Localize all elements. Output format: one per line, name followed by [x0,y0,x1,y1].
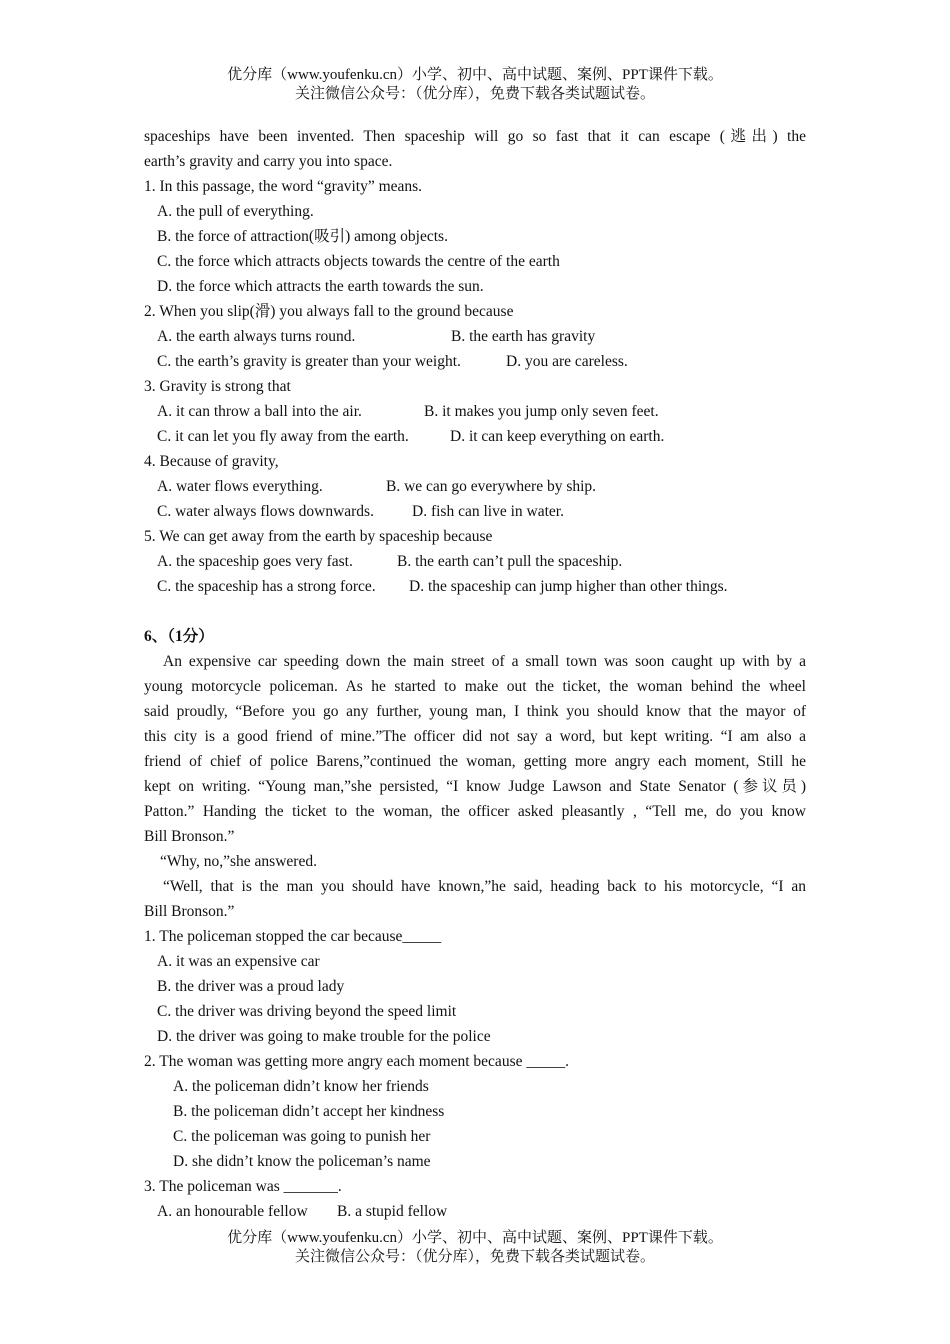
option-row [144,424,806,449]
option-row [144,574,806,599]
option-b: B. the force of attraction(吸引) among objects. [157,228,448,245]
option-c: C. the spaceship has a strong force. [157,578,376,595]
option-d: D. the force which attracts the earth towards the sun. [157,278,484,295]
question-stem: 3. Gravity is strong that [144,378,291,395]
question-stem: 1. In this passage, the word “gravity” means. [144,178,423,195]
option-d: D. the spaceship can jump higher than other things. [409,578,728,595]
option-row [144,1199,806,1224]
option-c: C. it can let you fly away from the earth. [157,428,409,445]
option-c: C. the policeman was going to punish her [173,1128,431,1145]
option-b: B. we can go everywhere by ship. [386,478,597,495]
question-heading: 6、（1分） [144,628,214,645]
option-row [144,474,806,499]
dialog-line: “Well, that is the man you should have known,”he said, heading back to his motorcycle, “I an [163,878,806,895]
spacer [144,599,806,624]
dialog-line: “Why, no,”she answered. [160,853,317,870]
passage-line: kept on writing. “Young man,”she persisted, “I know Judge Lawson and State Senator (参议员) [144,778,806,795]
passage-line: said proudly, “Before you go any further, young man, I think you should know that the mayor of [144,703,806,720]
dialog-line: Bill Bronson.” [144,903,235,920]
passage-line: this city is a good friend of mine.”The officer did not say a word, but kept writing. “I am also a [144,728,806,745]
option-row [144,399,806,424]
option-b: B. the driver was a proud lady [157,978,345,995]
question-stem: 2. When you slip(滑) you always fall to the ground because [144,303,514,320]
passage-line: Patton.” Handing the ticket to the woman, the officer asked pleasantly , “Tell me, do you know [144,803,806,820]
option-row [144,324,806,349]
question-stem: 3. The policeman was _______. [144,1178,342,1195]
option-row [144,499,806,524]
passage-line: young motorcycle policeman. As he started to make out the ticket, the woman behind the wheel [144,678,806,695]
option-a: A. it can throw a ball into the air. [157,403,362,420]
option-d: D. it can keep everything on earth. [450,428,665,445]
option-c: C. the force which attracts objects towards the centre of the earth [157,253,560,270]
option-d: D. fish can live in water. [412,503,564,520]
passage-line: earth’s gravity and carry you into space. [144,153,393,170]
option-c: C. the driver was driving beyond the speed limit [157,1003,457,1020]
footer-line-1: 优分库（www.youfenku.cn）小学、初中、高中试题、案例、PPT课件下载。 [227,1230,723,1246]
question-stem: 1. The policeman stopped the car because_____ [144,928,442,945]
option-c: C. water always flows downwards. [157,503,374,520]
page-footer [0,1229,950,1267]
question-stem: 5. We can get away from the earth by spaceship because [144,528,493,545]
option-b: B. it makes you jump only seven feet. [424,403,659,420]
option-row [144,549,806,574]
page-header [0,66,950,104]
option-a: A. the policeman didn’t know her friends [173,1078,429,1095]
option-b: B. a stupid fellow [337,1203,448,1220]
option-row [144,349,806,374]
header-line-1: 优分库（www.youfenku.cn）小学、初中、高中试题、案例、PPT课件下载。 [227,67,723,83]
question-stem: 4. Because of gravity, [144,453,279,470]
option-b: B. the earth can’t pull the spaceship. [397,553,623,570]
passage-line: friend of chief of police Barens,”continued the woman, getting more angry each moment, Still he [144,753,806,770]
option-a: A. the earth always turns round. [157,328,356,345]
option-d: D. the driver was going to make trouble for the police [157,1028,491,1045]
option-b: B. the policeman didn’t accept her kindness [173,1103,445,1120]
option-a: A. an honourable fellow [157,1203,308,1220]
passage-line: An expensive car speeding down the main street of a small town was soon caught up with by a [163,653,806,670]
document-body [144,124,806,1224]
option-a: A. the spaceship goes very fast. [157,553,353,570]
passage-line: spaceships have been invented. Then spaceship will go so fast that it can escape (逃出) the [144,128,806,145]
option-a: A. water flows everything. [157,478,323,495]
option-d: D. you are careless. [506,353,628,370]
option-a: A. it was an expensive car [157,953,320,970]
question-stem: 2. The woman was getting more angry each moment because _____. [144,1053,569,1070]
option-b: B. the earth has gravity [451,328,596,345]
passage-line: Bill Bronson.” [144,828,235,845]
option-c: C. the earth’s gravity is greater than your weight. [157,353,461,370]
footer-line-2: 关注微信公众号：（优分库），免费下载各类试题试卷。 [294,1249,655,1265]
option-a: A. the pull of everything. [157,203,314,220]
header-line-2: 关注微信公众号：（优分库），免费下载各类试题试卷。 [294,86,655,102]
option-d: D. she didn’t know the policeman’s name [173,1153,431,1170]
